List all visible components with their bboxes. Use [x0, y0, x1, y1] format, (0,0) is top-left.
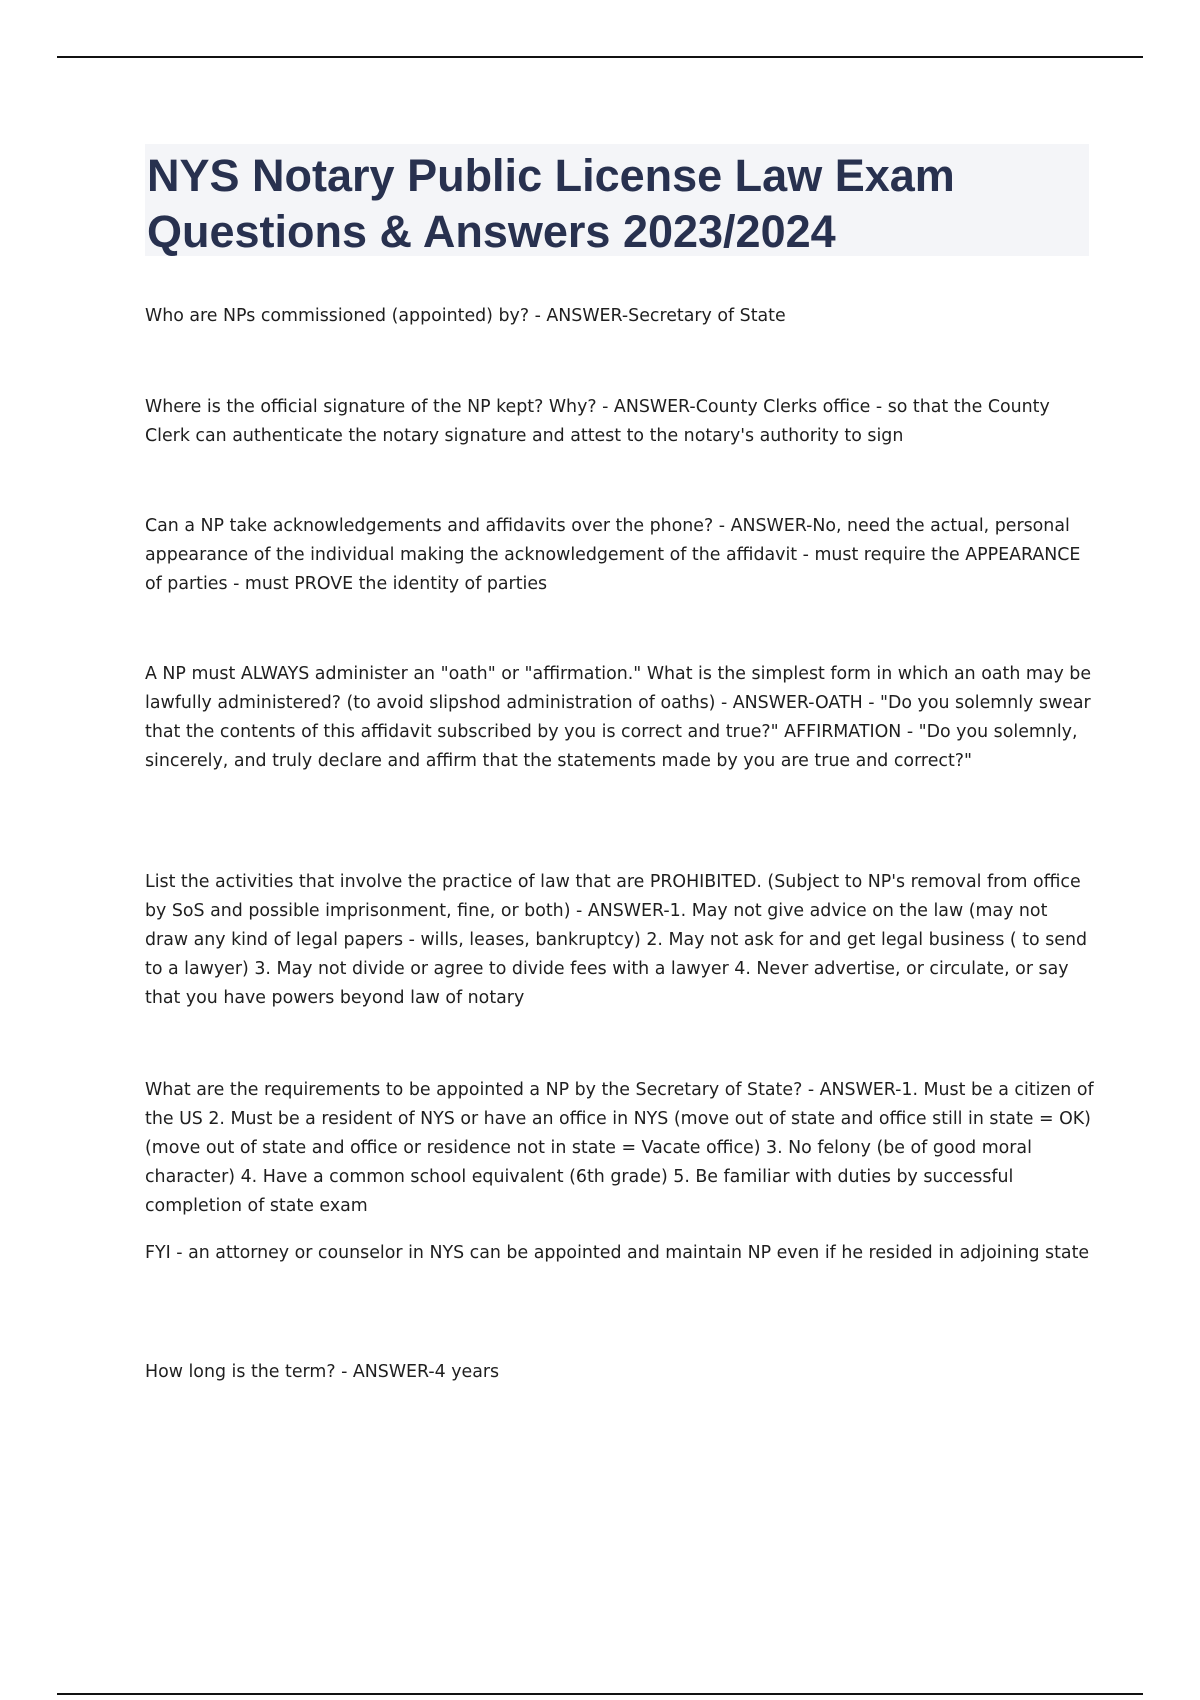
fyi-note: FYI - an attorney or counselor in NYS can be appointed and maintain NP even if he resided in adjoining state [145, 1243, 1090, 1263]
qa-entry-official-signature: Where is the official signature of the NP kept? Why? - ANSWER-County Clerks office - so that the County Clerk can authenticate the notary signature and attest to the notary's authority to sign [145, 397, 1050, 446]
qa-entry-commissioned-by: Who are NPs commissioned (appointed) by? - ANSWER-Secretary of State [145, 306, 786, 326]
title-block [145, 144, 1089, 256]
qa-entry-phone-acknowledgement: Can a NP take acknowledgements and affidavits over the phone? - ANSWER-No, need the actual, personal appearance of the individual making the acknowledgement of the affidavit - must require the APPEARANCE of parties - must PROVE the identity of parties [145, 516, 1081, 594]
header-rule [57, 56, 1143, 58]
qa-entry-appointment-requirements: What are the requirements to be appointed a NP by the Secretary of State? - ANSWER-1. Must be a citizen of the US 2. Must be a resident of NYS or have an office in NYS (move out of state and office still in state = OK) (move out of state and office or residence not in state = Vacate office) 3. No felony (be of good moral character) 4. Have a common school equivalent (6th grade) 5. Be familiar with duties by successful completion of state exam [145, 1080, 1094, 1216]
footer-rule [57, 1693, 1143, 1695]
qa-entry-term-length: How long is the term? - ANSWER-4 years [145, 1362, 500, 1382]
qa-entry-oath-affirmation: A NP must ALWAYS administer an "oath" or "affirmation." What is the simplest form in which an oath may be lawfully administered? (to avoid slipshod administration of oaths) - ANSWER-OATH - "Do you solemnly swear that the contents of this affidavit subscribed by you is correct and true?" AFFIRMATION - "Do you solemnly, sincerely, and truly declare and affirm that the statements made by you are true and correct?" [145, 664, 1092, 771]
document-title: NYS Notary Public License Law Exam Questions & Answers 2023/2024 [147, 150, 955, 257]
qa-entry-prohibited-activities: List the activities that involve the practice of law that are PROHIBITED. (Subject to NP's removal from office by SoS and possible imprisonment, fine, or both) - ANSWER-1. May not give advice on the law (may not draw any kind of legal papers - wills, leases, bankruptcy) 2. May not ask for and get legal business ( to send to a lawyer) 3. May not divide or agree to divide fees with a lawyer 4. Never advertise, or circulate, or say that you have powers beyond law of notary [145, 872, 1088, 1008]
